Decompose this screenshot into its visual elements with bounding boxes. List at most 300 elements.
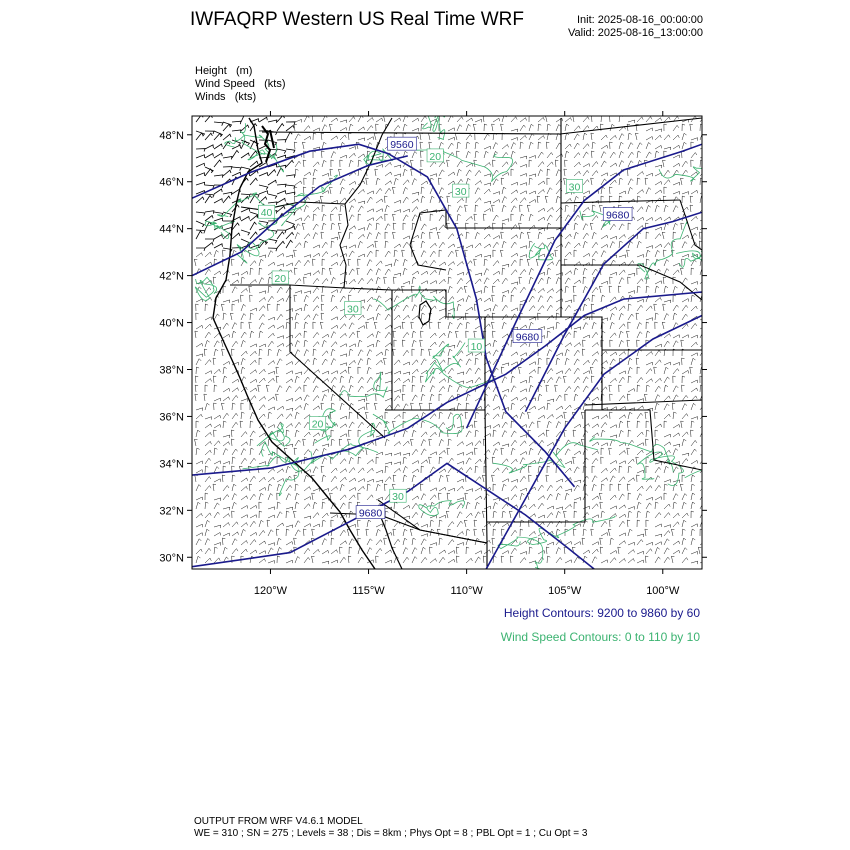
wind-barb — [230, 313, 233, 320]
wind-barb — [403, 169, 407, 176]
wind-barb — [196, 149, 205, 152]
wind-barb — [385, 462, 392, 465]
wind-barb — [664, 396, 670, 401]
wind-barb — [376, 305, 381, 311]
wind-barb — [331, 262, 338, 266]
wind-barb — [565, 144, 571, 149]
wind-barb — [590, 367, 593, 374]
wind-barb — [439, 386, 445, 392]
wind-barb — [592, 295, 595, 302]
wind-barb — [376, 556, 379, 563]
wind-barb — [448, 559, 455, 563]
wind-barb — [331, 136, 338, 140]
wind-barb — [349, 160, 353, 167]
wind-barb — [501, 529, 504, 536]
wind-barb — [304, 241, 308, 248]
wind-barb — [466, 547, 469, 554]
wind-barb — [502, 305, 508, 311]
wind-barb — [673, 386, 678, 392]
wind-barb — [636, 457, 639, 464]
wind-barb — [502, 431, 507, 437]
wind-barb — [313, 377, 319, 383]
wind-barb — [547, 494, 553, 500]
wind-barb — [331, 487, 337, 492]
wind-barb — [340, 376, 344, 383]
wind-barb — [466, 216, 472, 221]
wind-barb — [241, 496, 248, 500]
wind-barb — [475, 557, 481, 563]
wind-barb — [502, 523, 509, 527]
wind-barb — [241, 230, 250, 235]
wind-barb — [421, 421, 425, 428]
wind-barb — [466, 124, 471, 131]
wind-barb — [196, 173, 205, 176]
wind-barb — [349, 279, 355, 284]
wind-barb — [664, 434, 671, 437]
wind-barb — [556, 486, 562, 491]
wind-barb — [394, 371, 401, 374]
wind-barb — [385, 560, 392, 563]
wind-barb — [232, 457, 235, 464]
wind-barb — [277, 155, 286, 158]
wind-barb — [205, 239, 214, 242]
wind-barb — [340, 541, 347, 545]
wind-barb — [196, 155, 205, 158]
wind-barb — [609, 448, 612, 455]
wind-barb — [196, 304, 199, 311]
wind-barb — [358, 520, 361, 527]
wind-barb — [223, 397, 230, 401]
wind-barb — [565, 358, 569, 365]
wind-barb — [376, 480, 383, 483]
wind-barb — [673, 480, 680, 483]
wind-barb — [583, 180, 589, 185]
wind-barb — [214, 333, 220, 338]
wind-barb — [646, 137, 653, 141]
wind-barb — [637, 511, 641, 518]
wind-barb — [331, 325, 338, 329]
wind-barb — [250, 388, 257, 392]
wind-barb — [547, 331, 550, 338]
wind-barb — [502, 197, 507, 204]
wind-barb — [412, 349, 415, 356]
wind-barb — [259, 117, 267, 122]
wind-barb — [358, 254, 365, 257]
wind-barb — [303, 187, 306, 194]
wind-barb — [690, 205, 693, 212]
wind-barb — [349, 269, 355, 275]
wind-barb — [349, 215, 354, 221]
wind-barb — [592, 451, 599, 455]
wind-barb — [474, 529, 477, 536]
wind-barb — [664, 314, 669, 321]
wind-barb — [403, 466, 408, 473]
wind-barb — [439, 457, 442, 464]
wind-barb — [520, 397, 527, 401]
wind-barb — [592, 287, 598, 293]
wind-barb — [527, 205, 530, 212]
wind-barb — [358, 399, 365, 402]
wind-barb — [628, 466, 632, 473]
wind-barb — [493, 118, 500, 122]
wind-barb — [205, 371, 212, 374]
wind-barb — [502, 162, 508, 167]
wind-barb — [492, 295, 495, 302]
wind-barb — [601, 511, 605, 518]
wind-barb — [268, 507, 275, 510]
wind-barb — [366, 529, 369, 536]
wind-barb — [286, 362, 293, 366]
wind-barb — [529, 322, 534, 329]
wind-barb — [519, 367, 522, 374]
wind-barb — [547, 188, 552, 194]
wind-barb — [430, 495, 436, 500]
wind-barb — [645, 529, 648, 536]
wind-barb — [529, 376, 533, 383]
wind-barb — [700, 306, 706, 311]
wind-barb — [250, 532, 257, 536]
wind-barb — [482, 511, 485, 518]
wind-barb — [340, 363, 347, 366]
wind-barb — [277, 406, 284, 410]
wind-barb — [520, 125, 526, 131]
wind-barb — [250, 370, 257, 374]
wind-barb — [646, 542, 653, 545]
wind-barb — [195, 376, 198, 383]
wind-barb — [259, 323, 264, 329]
wind-barb — [241, 449, 246, 455]
wind-barb — [258, 385, 261, 392]
gulf-coast — [380, 515, 402, 569]
wind-barb — [484, 146, 491, 149]
wind-barb — [358, 259, 361, 266]
wind-barb — [682, 385, 685, 392]
wind-barb — [268, 371, 275, 374]
wind-barb — [700, 207, 706, 212]
wind-barb — [502, 264, 509, 267]
wind-barb — [223, 196, 230, 203]
wind-barb — [700, 225, 706, 230]
wind-barb — [654, 304, 657, 311]
wind-barb — [637, 399, 644, 402]
wind-barb — [349, 117, 355, 122]
wind-speed-contour-line — [340, 372, 387, 398]
wind-barb — [565, 151, 569, 158]
wind-barb — [349, 332, 355, 338]
wind-barb — [232, 349, 235, 356]
wind-barb — [313, 245, 320, 248]
wind-barb — [646, 322, 649, 329]
wind-barb — [322, 444, 329, 447]
wind-barb — [385, 466, 388, 473]
wind-barb — [682, 548, 687, 554]
wind-barb — [241, 523, 248, 527]
wind-barb — [276, 529, 279, 536]
wind-speed-contour-line — [685, 469, 762, 488]
wind-barb — [304, 126, 310, 131]
wind-barb — [448, 137, 455, 140]
wind-barb — [340, 128, 347, 132]
wind-barb — [484, 134, 490, 140]
wind-barb — [358, 350, 363, 356]
wind-barb — [205, 340, 210, 347]
wind-barb — [313, 271, 320, 275]
wind-barb — [421, 124, 424, 131]
wind-barb — [655, 298, 661, 303]
wind-barb — [259, 185, 268, 190]
wind-barb — [628, 152, 634, 158]
wind-barb — [232, 413, 238, 419]
wind-barb — [394, 462, 401, 465]
wind-barb — [700, 279, 706, 285]
wind-barb — [249, 286, 252, 293]
wind-barb — [214, 160, 221, 167]
wind-barb — [340, 354, 347, 357]
wind-barb — [196, 513, 202, 518]
wind-barb — [691, 449, 697, 455]
wind-barb — [628, 559, 634, 564]
wind-barb — [493, 424, 500, 428]
wind-barb — [637, 385, 640, 392]
wind-barb — [277, 512, 282, 518]
wind-barb — [375, 169, 378, 176]
wind-barb — [484, 151, 488, 158]
wind-barb — [430, 333, 436, 338]
wind-barb — [376, 209, 383, 212]
wind-barb — [601, 281, 608, 284]
wind-barb — [331, 237, 338, 240]
wind-barb — [421, 376, 424, 383]
wind-barb — [223, 413, 229, 419]
wind-barb — [304, 359, 310, 365]
wind-barb — [500, 250, 503, 257]
wind-barb — [574, 557, 580, 563]
wind-barb — [286, 132, 292, 140]
lon-tick-label: 105°W — [548, 585, 582, 597]
wind-barb — [394, 396, 400, 402]
wind-barb — [376, 178, 380, 185]
contour-label: 9680 — [605, 209, 630, 222]
wind-barb — [277, 523, 284, 527]
wind-barb — [547, 289, 554, 293]
wind-barb — [394, 296, 399, 302]
wind-barb — [385, 232, 388, 239]
wind-barb — [358, 127, 365, 131]
wind-barb — [448, 331, 452, 338]
wind-barb — [394, 210, 401, 213]
wind-barb — [628, 389, 635, 393]
wind-barb — [492, 286, 495, 293]
wind-barb — [628, 179, 633, 185]
wind-barb — [520, 541, 527, 545]
wind-barb — [295, 119, 302, 122]
wind-barb — [376, 277, 380, 284]
wind-barb — [520, 520, 524, 527]
wind-barb — [304, 291, 311, 294]
wind-barb — [565, 343, 572, 347]
wind-barb — [277, 538, 281, 545]
wind-barb — [457, 272, 464, 275]
wind-barb — [259, 259, 263, 266]
wind-barb — [493, 271, 500, 275]
wind-barb — [619, 505, 626, 509]
wind-barb — [412, 192, 419, 195]
wind-barb — [349, 251, 354, 257]
wind-barb — [313, 259, 316, 266]
wind-barb — [682, 305, 688, 311]
wind-barb — [662, 322, 665, 329]
wind-barb — [455, 133, 458, 140]
wind-barb — [295, 322, 299, 329]
wind-barb — [511, 198, 517, 203]
wind-barb — [223, 523, 230, 528]
wind-barb — [348, 133, 351, 140]
wind-barb — [196, 354, 203, 357]
wind-barb — [375, 241, 378, 248]
wind-barb — [619, 466, 622, 473]
wind-barb — [574, 196, 579, 203]
wind-barb — [286, 221, 294, 227]
wind-barb — [646, 511, 650, 518]
wind-barb — [204, 349, 207, 356]
wind-barb — [223, 461, 230, 464]
wind-barb — [430, 452, 437, 455]
wind-barb — [637, 172, 644, 177]
wind-barb — [232, 150, 239, 158]
plot-title: IWFAQRP Western US Real Time WRF — [190, 9, 524, 30]
wind-barb — [286, 560, 293, 563]
wind-barb — [664, 421, 667, 428]
wind-barb — [277, 326, 284, 330]
wind-barb — [313, 224, 319, 230]
wind-barb — [493, 498, 500, 501]
wind-barb — [538, 394, 542, 401]
wind-barb — [322, 520, 326, 527]
wind-barb — [511, 459, 517, 464]
wind-barb — [430, 174, 437, 177]
wind-barb — [394, 340, 397, 347]
wind-barb — [313, 214, 317, 221]
wind-barb — [464, 520, 467, 527]
wind-barb — [313, 151, 316, 158]
wind-barb — [475, 459, 481, 464]
wind-barb — [439, 360, 445, 365]
wind-barb — [394, 468, 400, 473]
wind-barb — [664, 124, 667, 131]
wind-barb — [619, 514, 626, 518]
wind-barb — [671, 556, 674, 563]
wind-barb — [331, 538, 334, 545]
wind-barb — [367, 260, 372, 266]
wind-barb — [376, 223, 380, 230]
wind-barb — [538, 367, 541, 374]
wind-barb — [691, 190, 698, 194]
wind-barb — [259, 487, 266, 491]
wind-barb — [268, 170, 276, 176]
wind-barb — [412, 316, 419, 320]
wind-barb — [295, 308, 302, 311]
wind-barb — [196, 248, 205, 251]
wind-barb — [430, 270, 436, 275]
wind-barb — [664, 300, 671, 303]
wind-barb — [520, 441, 526, 446]
wind-barb — [304, 557, 310, 563]
wind-barb — [547, 315, 553, 320]
wind-barb — [637, 502, 641, 509]
wind-barb — [448, 345, 455, 348]
wind-barb — [547, 162, 553, 167]
wind-barb — [700, 486, 706, 491]
wind-barb — [250, 360, 256, 365]
wind-barb — [313, 306, 319, 312]
wind-barb — [511, 260, 517, 266]
wind-barb — [439, 493, 442, 500]
contour-label: 30 — [392, 491, 404, 504]
wind-barb — [637, 268, 640, 275]
wind-barb — [700, 453, 707, 456]
wind-barb — [374, 403, 377, 410]
wind-barb — [286, 160, 294, 167]
wind-barb — [682, 414, 688, 419]
wind-barb — [655, 286, 659, 293]
wind-barb — [691, 460, 698, 464]
wind-barb — [556, 118, 563, 122]
wind-barb — [681, 340, 684, 347]
wind-barb — [592, 515, 599, 518]
wind-barb — [646, 306, 652, 311]
wind-barb — [358, 138, 365, 141]
wind-barb — [573, 430, 576, 437]
wind-barb — [421, 460, 428, 464]
wind-barb — [214, 314, 219, 320]
wind-barb — [655, 135, 661, 140]
wind-barb — [475, 198, 481, 203]
wind-barb — [205, 486, 211, 491]
wind-barb — [277, 547, 282, 554]
wind-barb — [484, 189, 490, 194]
wind-barb — [205, 558, 211, 563]
wind-barb — [673, 182, 680, 185]
wind-barb — [357, 331, 360, 338]
wind-barb — [331, 349, 335, 356]
wind-barb — [331, 550, 338, 554]
wind-barb — [448, 385, 452, 392]
wind-barb — [619, 306, 625, 311]
wind-barb — [241, 194, 250, 197]
wind-barb — [520, 287, 526, 293]
wind-barb — [583, 126, 589, 131]
wind-barb — [475, 243, 481, 248]
wind-barb — [313, 322, 316, 329]
wind-barb — [195, 385, 198, 392]
wind-barb — [601, 152, 606, 158]
wind-barb — [268, 458, 273, 464]
wind-barb — [645, 556, 648, 563]
wind-barb — [214, 461, 221, 464]
wind-barb — [538, 142, 541, 149]
wind-barb — [565, 405, 571, 410]
wind-barb — [392, 187, 395, 194]
wind-barb — [205, 167, 213, 173]
wind-barb — [529, 448, 533, 455]
wind-barb — [268, 341, 274, 347]
wind-barb — [448, 297, 454, 303]
wind-barb — [592, 251, 598, 257]
wind-barb — [437, 232, 440, 239]
wind-barb — [394, 277, 397, 284]
wind-barb — [691, 511, 694, 518]
wind-barb — [403, 242, 409, 248]
